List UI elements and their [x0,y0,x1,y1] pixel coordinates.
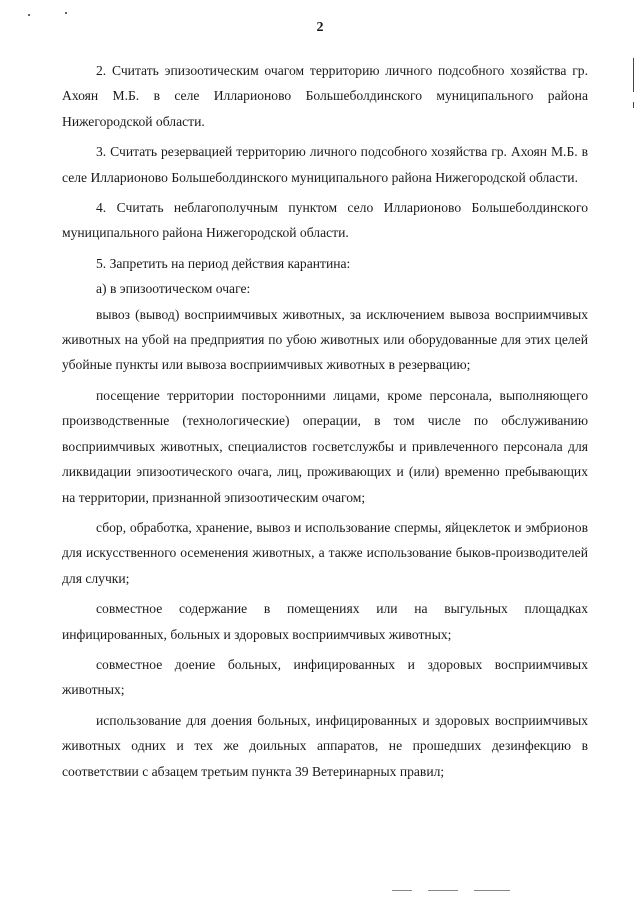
scan-bottom-mark [474,890,510,891]
scan-edge-mark [633,102,634,108]
restriction-visits: посещение территории посторонними лицами, кроме персонала, выполняющего производственные (технологические) операции, в том числе по обслуживанию восприимчивых животных, специалистов госветслужбы и привлеченного персонала для ликвидации эпизоотического очага, лиц, проживающих и (или) временно пребывающих на территории, признанной эпизоотическим очагом; [62,387,588,505]
restriction-insemination: сбор, обработка, хранение, вывоз и использование спермы, яйцеклеток и эмбрионов для искусственного осеменения животных, а также использование быков-производителей для случки; [62,519,588,586]
paragraph-item-3: 3. Считать резервацией территорию личного подсобного хозяйства гр. Ахоян М.Б. в селе Илларионово Большеболдинского муниципального района Нижегородской области. [62,144,588,185]
scan-edge-mark [633,58,634,92]
restriction-joint-milking: совместное доение больных, инфицированных и здоровых восприимчивых животных; [62,656,588,698]
paragraph-item-5: 5. Запретить на период действия карантина: [96,255,351,271]
scan-speck [28,14,30,16]
scan-speck [65,12,67,14]
restriction-joint-keeping: совместное содержание в помещениях или на выгульных площадках инфицированных, больных и здоровых восприимчивых животных; [62,601,588,642]
document-body [62,58,588,784]
page-number: 2 [316,20,324,35]
paragraph-item-2: 2. Считать эпизоотическим очагом территорию личного подсобного хозяйства гр. Ахоян М.Б. в селе Илларионово Большеболдинского муниципального района Нижегородской области. [62,63,588,129]
subsection-heading: а) в эпизоотическом очаге: [96,281,251,297]
restriction-export: вывоз (вывод) восприимчивых животных, за исключением вывоза восприимчивых животных на убой на предприятия по убою животных или оборудованные для этих целей убойные пункты или вывоза восприимчивых животных в резервацию; [62,306,588,373]
paragraph-item-4: 4. Считать неблагополучным пунктом село Илларионово Большеболдинского муниципального района Нижегородской области. [62,200,588,241]
scan-bottom-mark [392,890,412,891]
scan-bottom-mark [428,890,458,891]
restriction-milking-equipment: использование для доения больных, инфицированных и здоровых восприимчивых животных одних и тех же доильных аппаратов, не прошедших дезинфекцию в соответствии с абзацем третьим пункта 39 Ветеринарных правил; [62,712,588,779]
